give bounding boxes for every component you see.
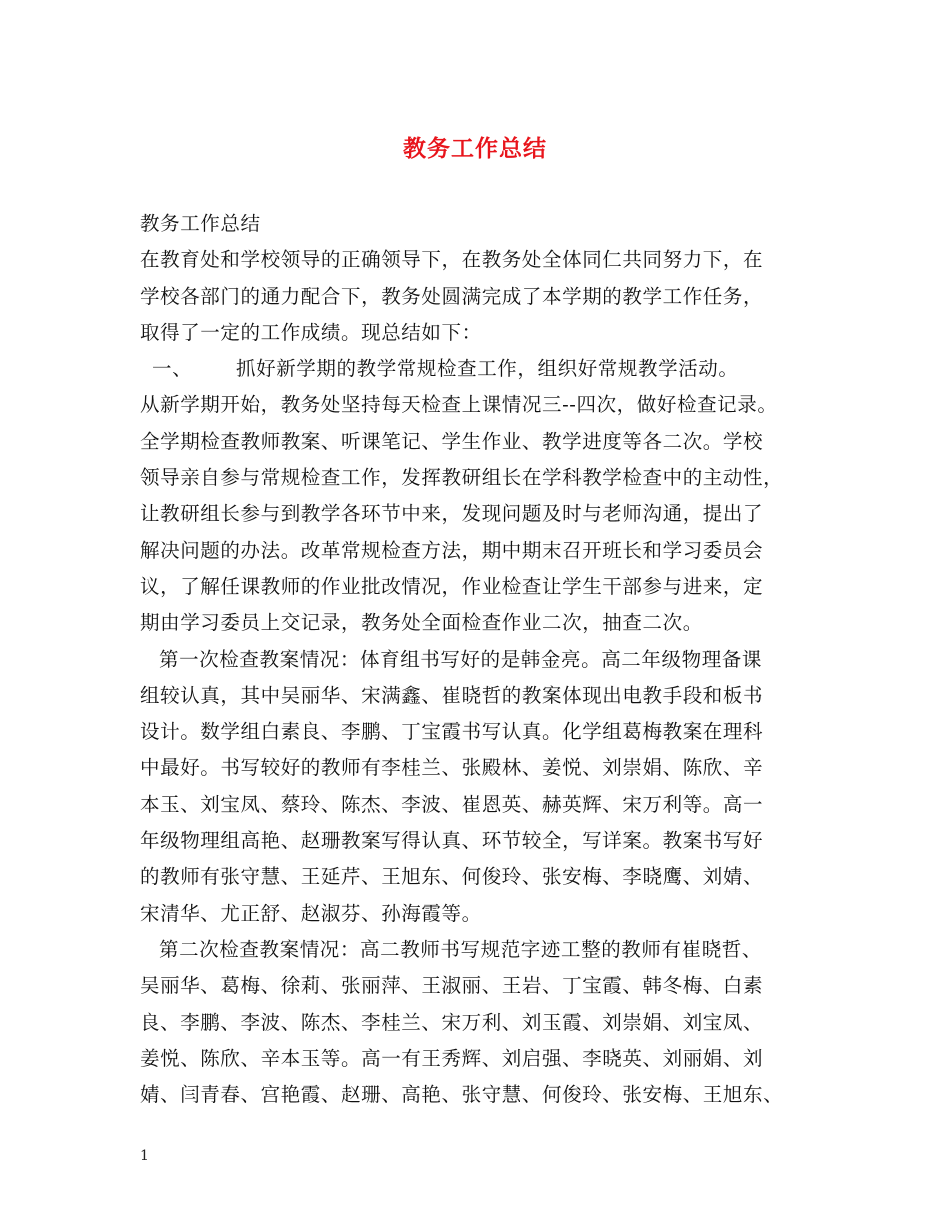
text-line: 吴丽华、葛梅、徐莉、张丽萍、王淑丽、王岩、丁宝霞、韩冬梅、白素 [140, 974, 764, 998]
text-line: 议，了解任课教师的作业批改情况，作业检查让学生干部参与进来，定 [140, 574, 764, 598]
text-line: 教务工作总结 [140, 212, 261, 235]
text-line: 第一次检查教案情况：体育组书写好的是韩金亮。高二年级物理备课 [159, 647, 763, 671]
text-line: 组较认真，其中吴丽华、宋满鑫、崔晓哲的教案体现出电教手段和板书 [140, 683, 764, 707]
text-line: 全学期检查教师教案、听课笔记、学生作业、教学进度等各二次。学校 [140, 429, 764, 453]
text-line: 取得了一定的工作成绩。现总结如下： [140, 320, 482, 344]
page-number: 1 [140, 1148, 149, 1164]
text-line: 本玉、刘宝凤、蔡玲、陈杰、李波、崔恩英、赫英辉、宋万利等。高一 [140, 792, 764, 816]
text-line: 从新学期开始，教务处坚持每天检查上课情况三--四次，做好检查记录。 [140, 393, 778, 417]
text-line: 领导亲自参与常规检查工作，发挥教研组长在学科教学检查中的主动性， [140, 466, 784, 490]
text-line: 婧、闫青春、宫艳霞、赵珊、高艳、张守慧、何俊玲、张安梅、王旭东、 [140, 1083, 784, 1107]
document-body [140, 206, 830, 1113]
text-line: 解决问题的办法。改革常规检查方法，期中期末召开班长和学习委员会 [140, 538, 764, 562]
text-line: 中最好。书写较好的教师有李桂兰、张殿林、姜悦、刘崇娟、陈欣、辛 [140, 756, 764, 780]
text-line: 学校各部门的通力配合下，教务处圆满完成了本学期的教学工作任务， [140, 284, 764, 308]
text-line: 姜悦、陈欣、辛本玉等。高一有王秀辉、刘启强、李晓英、刘丽娟、刘 [140, 1046, 764, 1070]
text-line: 设计。数学组白素良、李鹏、丁宝霞书写认真。化学组葛梅教案在理科 [140, 720, 764, 744]
section-heading: 抓好新学期的教学常规检查工作，组织好常规教学活动。 [236, 357, 739, 381]
text-line: 良、李鹏、李波、陈杰、李桂兰、宋万利、刘玉霞、刘崇娟、刘宝凤、 [140, 1010, 764, 1034]
text-line: 宋清华、尤正舒、赵淑芬、孙海霞等。 [140, 901, 482, 925]
text-line: 让教研组长参与到教学各环节中来，发现问题及时与老师沟通，提出了 [140, 502, 764, 526]
text-line: 的教师有张守慧、王延芹、王旭东、何俊玲、张安梅、李晓鹰、刘婧、 [140, 865, 764, 889]
text-line: 年级物理组高艳、赵珊教案写得认真、环节较全，写详案。教案书写好 [140, 829, 764, 853]
text-line: 期由学习委员上交记录，教务处全面检查作业二次，抽查二次。 [140, 611, 703, 635]
text-line: 第二次检查教案情况：高二教师书写规范字迹工整的教师有崔晓哲、 [159, 937, 763, 961]
document-title: 教务工作总结 [403, 136, 547, 162]
section-heading-line [140, 351, 830, 387]
section-number: 一、 [152, 357, 193, 381]
text-line: 在教育处和学校领导的正确领导下，在教务处全体同仁共同努力下，在 [140, 248, 764, 272]
